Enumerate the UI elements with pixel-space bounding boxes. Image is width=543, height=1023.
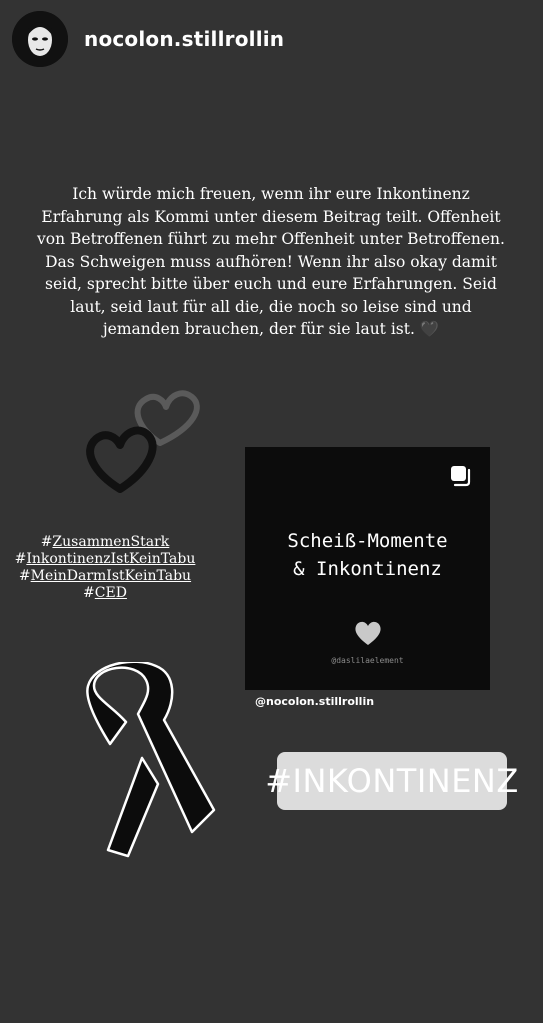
hashtag-link[interactable]: #CED (83, 585, 127, 601)
post-title-line: & Inkontinenz (293, 558, 442, 580)
multiple-images-icon (449, 464, 473, 488)
post-handle: @daslilaelement (331, 656, 404, 665)
mention-link[interactable]: @nocolon.stillrollin (255, 695, 375, 708)
hashtag-link[interactable]: #InkontinenzIstKeinTabu (14, 551, 196, 567)
post-title-line: Scheiß-Momente (287, 530, 448, 552)
story-header (12, 11, 284, 67)
post-title (245, 527, 490, 583)
username[interactable]: nocolon.stillrollin (84, 27, 285, 51)
hashtag-list (10, 534, 200, 602)
story-message: Ich würde mich freuen, wenn ihr eure Inkontinenz Erfahrung als Kommi unter diesem Beitrag teilt. Offenheit von Betroffenen führt zu mehr Offenheit unter Betroffenen. Das Schweigen muss aufhören! Wenn ihr also okay damit seid, sprecht bitte über euch und eure Erfahrungen. Seid laut, seid laut für all die, die noch so leise sind und jemanden brauchen, der für sie laut ist. 🖤 (37, 185, 505, 338)
linked-hearts-icon (78, 383, 203, 498)
hashtag-sticker[interactable]: #INKONTINENZ (277, 752, 507, 810)
heart-icon (353, 619, 383, 647)
avatar[interactable] (12, 11, 68, 67)
hashtag-link[interactable]: #MeinDarmIstKeinTabu (18, 568, 192, 584)
hashtag-link[interactable]: #ZusammenStark (40, 534, 170, 550)
awareness-ribbon-icon (80, 662, 225, 862)
face-avatar-icon (12, 11, 68, 67)
shared-post-card[interactable] (245, 447, 490, 690)
